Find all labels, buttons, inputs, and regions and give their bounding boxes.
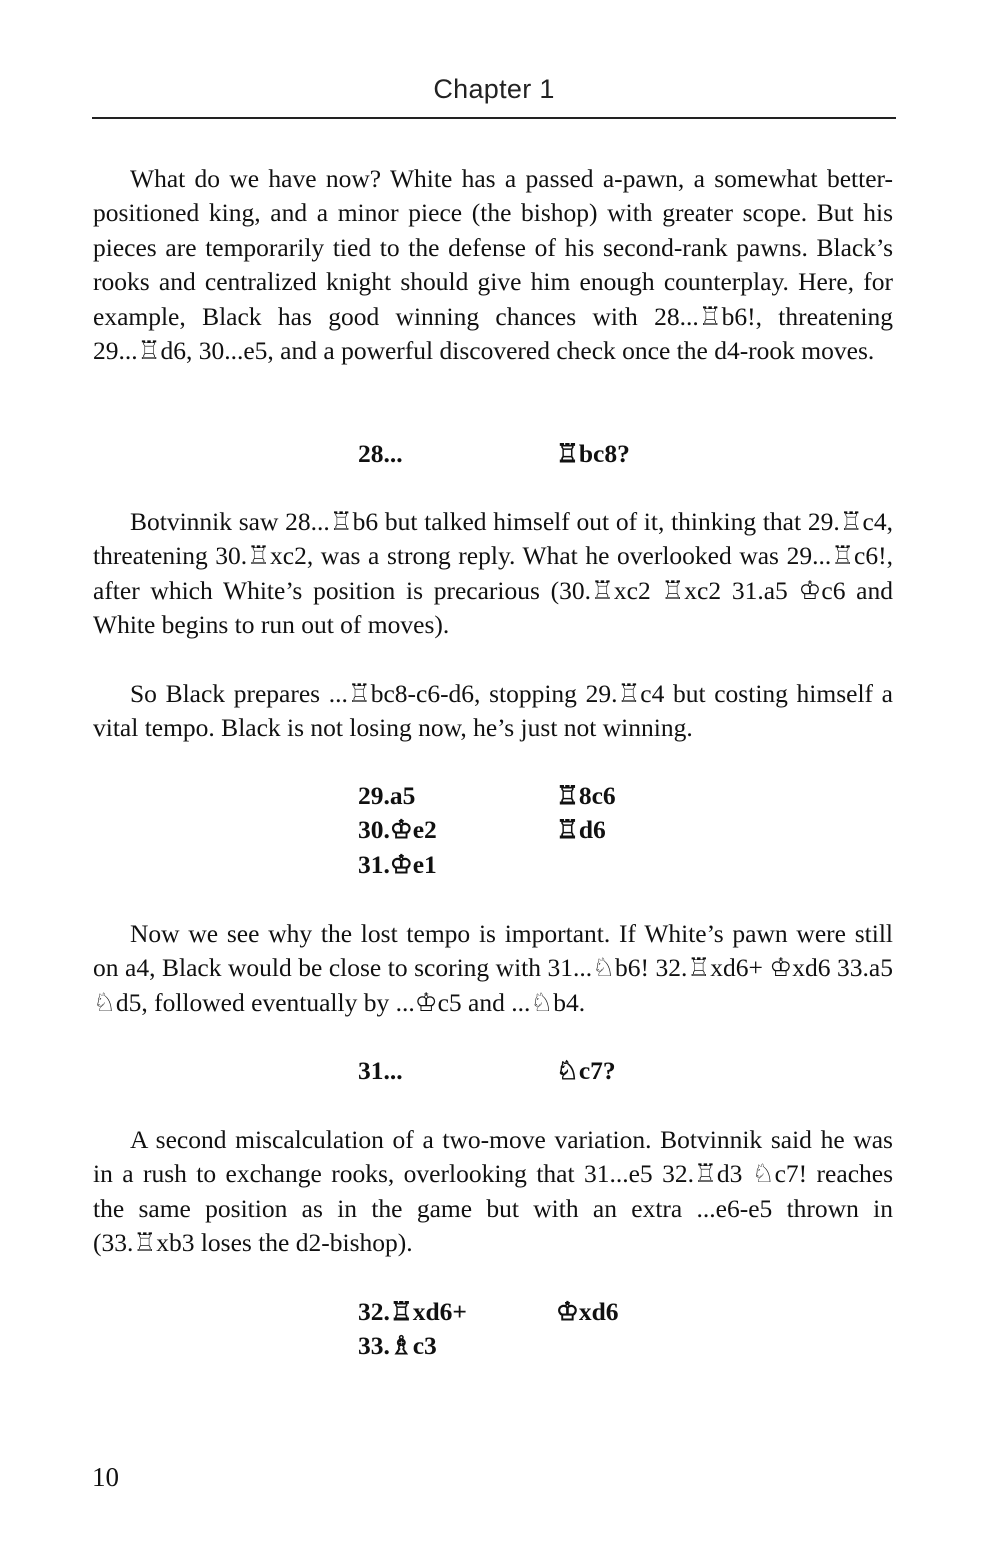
move-block [358, 1054, 616, 1088]
move-row [358, 848, 616, 882]
black-move: ♔xd6 [556, 1297, 619, 1326]
black-move: ♖d6 [556, 815, 606, 845]
white-move: 33.♗c3 [358, 1331, 437, 1361]
move-row [358, 779, 616, 813]
move-row [358, 437, 630, 471]
move-block [358, 779, 616, 882]
paragraph: Now we see why the lost tempo is important. If White’s pawn were still on a4, Black would be close to scoring with 31...♘b6! 32.♖xd6+ ♔xd6 33.a5 ♘d5, followed eventually by ...♔c5 and ...♘b4. [93, 919, 893, 1017]
chapter-header: Chapter 1 [433, 74, 555, 104]
white-move: 32.♖xd6+ [358, 1297, 467, 1326]
white-move: 31... [358, 1056, 403, 1085]
move-row [358, 1329, 619, 1363]
paragraph: Botvinnik saw 28...♖b6 but talked himself out of it, thinking that 29.♖c4, threatening 30.♖xc2, was a strong reply. What he overlooked was 29...♖c6!, after which White’s position is precarious (30.♖xc2 ♖xc2 31.a5 ♔c6 and White begins to run out of moves). [93, 507, 893, 640]
move-row [358, 1054, 616, 1088]
black-move: ♖bc8? [556, 439, 630, 468]
move-row [358, 813, 616, 847]
move-row [358, 1295, 619, 1329]
white-move: 29.a5 [358, 781, 416, 810]
paragraph: A second miscalculation of a two-move variation. Botvinnik said he was in a rush to exchange rooks, overlooking that 31...e5 32.♖d3 ♘c7! reaches the same position as in the game but with an extra ...e6-e5 thrown in (33.♖xb3 loses the d2-bishop). [93, 1125, 893, 1258]
page-number: 10 [92, 1462, 119, 1492]
white-move: 30.♔e2 [358, 815, 437, 845]
white-move: 31.♔e1 [358, 849, 437, 879]
black-move: ♖8c6 [556, 781, 616, 810]
move-block [358, 437, 630, 471]
move-block [358, 1295, 619, 1364]
black-move: ♘c7? [556, 1056, 616, 1085]
paragraph: So Black prepares ...♖bc8-c6-d6, stopping 29.♖c4 but costing himself a vital tempo. Black is not losing now, he’s just not winning. [93, 679, 893, 743]
white-move: 28... [358, 439, 403, 468]
paragraph: What do we have now? White has a passed a-pawn, a somewhat better-positioned king, and a minor piece (the bishop) with greater scope. But his pieces are temporarily tied to the defense of his second-rank pawns. Black’s rooks and centralized knight should give him enough counterplay. Here, for example, Black has good winning chances with 28...♖b6!, threatening 29...♖d6, 30...e5, and a powerful discovered check once the d4-rook moves. [93, 164, 893, 366]
header-rule [92, 117, 896, 119]
